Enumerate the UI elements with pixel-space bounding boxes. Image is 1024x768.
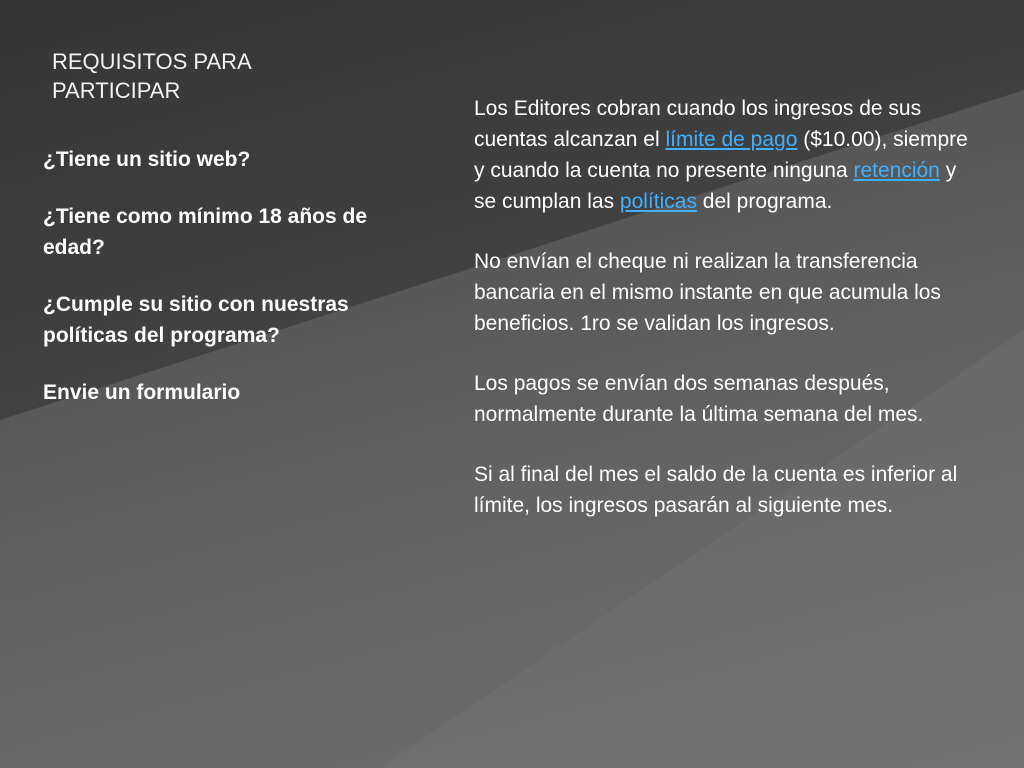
slide-title: REQUISITOS PARA PARTICIPAR (52, 49, 251, 103)
hold-link[interactable]: retención (853, 159, 940, 182)
paragraph-text: del programa. (696, 190, 833, 213)
payment-paragraph-validation: No envían el cheque ni realizan la transferencia bancaria en el mismo instante en que acumula los beneficios. 1ro se validan los ingresos. (474, 250, 941, 335)
paragraph-text: y se cumplan las (474, 159, 957, 213)
payment-threshold-link[interactable]: límite de pago (665, 128, 798, 151)
payment-paragraph-schedule: Los pagos se envían dos semanas después, normalmente durante la última semana del mes. (474, 372, 924, 426)
payment-paragraph-rollover: Si al final del mes el saldo de la cuenta es inferior al límite, los ingresos pasarán al siguiente mes. (474, 463, 958, 517)
paragraph-text: Los Editores cobran cuando los ingresos de sus cuentas alcanzan el (474, 97, 922, 151)
question-policies: ¿Cumple su sitio con nuestras políticas del programa? (43, 293, 349, 347)
policies-link[interactable]: políticas (619, 190, 697, 213)
requirements-list (43, 144, 423, 434)
payment-paragraph-threshold (474, 93, 974, 217)
question-website: ¿Tiene un sitio web? (43, 148, 251, 171)
payment-info (474, 93, 974, 550)
question-form: Envie un formulario (43, 381, 241, 404)
paragraph-text: ($10.00), siempre y cuando la cuenta no presente ninguna (474, 128, 968, 182)
question-age: ¿Tiene como mínimo 18 años de edad? (43, 205, 368, 259)
